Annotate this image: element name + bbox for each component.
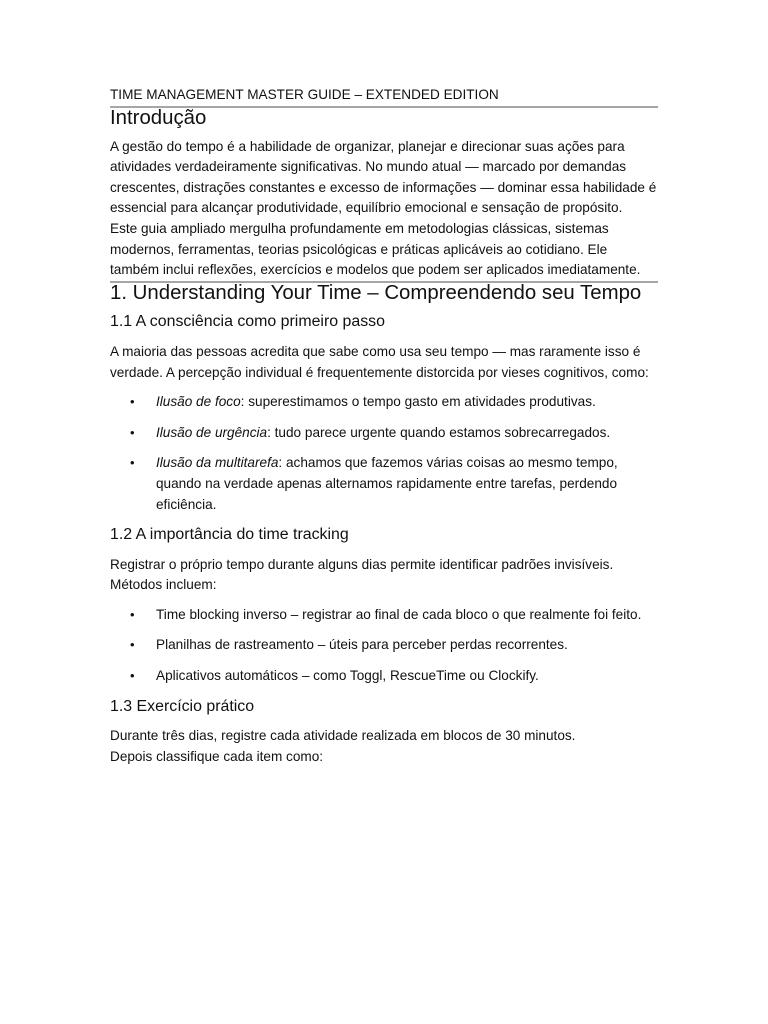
list-item-term: Ilusão da multitarefa [156,455,279,471]
list-item-text: Planilhas de rastreamento – úteis para perceber perdas recorrentes. [156,637,568,653]
intro-paragraph-1: A gestão do tempo é a habilidade de organizar, planejar e direcionar suas ações para atividades verdadeiramente significativas. No mundo atual — marcado por demandas crescentes, distrações constantes e excesso de informações — dominar essa habilidade é essencial para alcançar produtividade, equilíbrio emocional e sensação de propósito. [110,138,657,216]
list-item-text: : achamos que fazemos várias coisas ao mesmo tempo, quando na verdade apenas alternamos rapidamente entre tarefas, perdendo eficiência. [156,455,618,512]
list-item [110,392,658,413]
section-1-1-body: A maioria das pessoas acredita que sabe como usa seu tempo — mas raramente isso é verdade. A percepção individual é frequentemente distorcida por vieses cognitivos, como: [110,343,649,380]
list-item-text: Time blocking inverso – registrar ao final de cada bloco o que realmente foi feito. [156,606,642,622]
section-1-3-body-line-2: Depois classifique cada item como: [110,748,324,764]
list-item-term: Ilusão de urgência [156,424,268,440]
intro-heading: Introdução [110,107,207,129]
list-item-term: Ilusão de foco [156,394,241,410]
bullet-icon: • [130,424,135,440]
list-item-text: : tudo parece urgente quando estamos sobrecarregados. [267,424,611,440]
methods-list [110,605,658,687]
section-1-2-body: Registrar o próprio tempo durante alguns dias permite identificar padrões invisíveis. Métodos incluem: [110,556,614,593]
section-1-3-body-line-1: Durante três dias, registre cada atividade realizada em blocos de 30 minutos. [110,728,576,744]
document-title: TIME MANAGEMENT MASTER GUIDE – EXTENDED EDITION [110,87,499,102]
bullet-icon: • [130,606,135,622]
bullet-icon: • [130,668,135,684]
bullet-icon: • [130,637,135,653]
section-1-1-heading: 1.1 A consciência como primeiro passo [110,313,385,331]
bullet-icon: • [130,394,135,410]
list-item-text: : superestimamos o tempo gasto em atividades produtivas. [240,394,596,410]
list-item [110,423,658,444]
section-1-heading: 1. Understanding Your Time – Compreendendo seu Tempo [110,281,642,304]
list-item [110,453,658,515]
intro-paragraph-2: Este guia ampliado mergulha profundamente em metodologias clássicas, sistemas modernos, ferramentas, teorias psicológicas e práticas aplicáveis ao cotidiano. Ele também inclui reflexões, exercícios e modelos que podem ser aplicados imediatamente. [110,220,641,278]
bullet-icon: • [130,455,135,471]
list-item [110,666,658,687]
list-item [110,605,658,626]
list-item-text: Aplicativos automáticos – como Toggl, RescueTime ou Clockify. [156,668,539,684]
document-page [110,84,658,767]
section-1-2-heading: 1.2 A importância do time tracking [110,526,349,544]
bias-list [110,392,658,515]
section-1-3-heading: 1.3 Exercício prático [110,697,255,715]
list-item [110,635,658,656]
